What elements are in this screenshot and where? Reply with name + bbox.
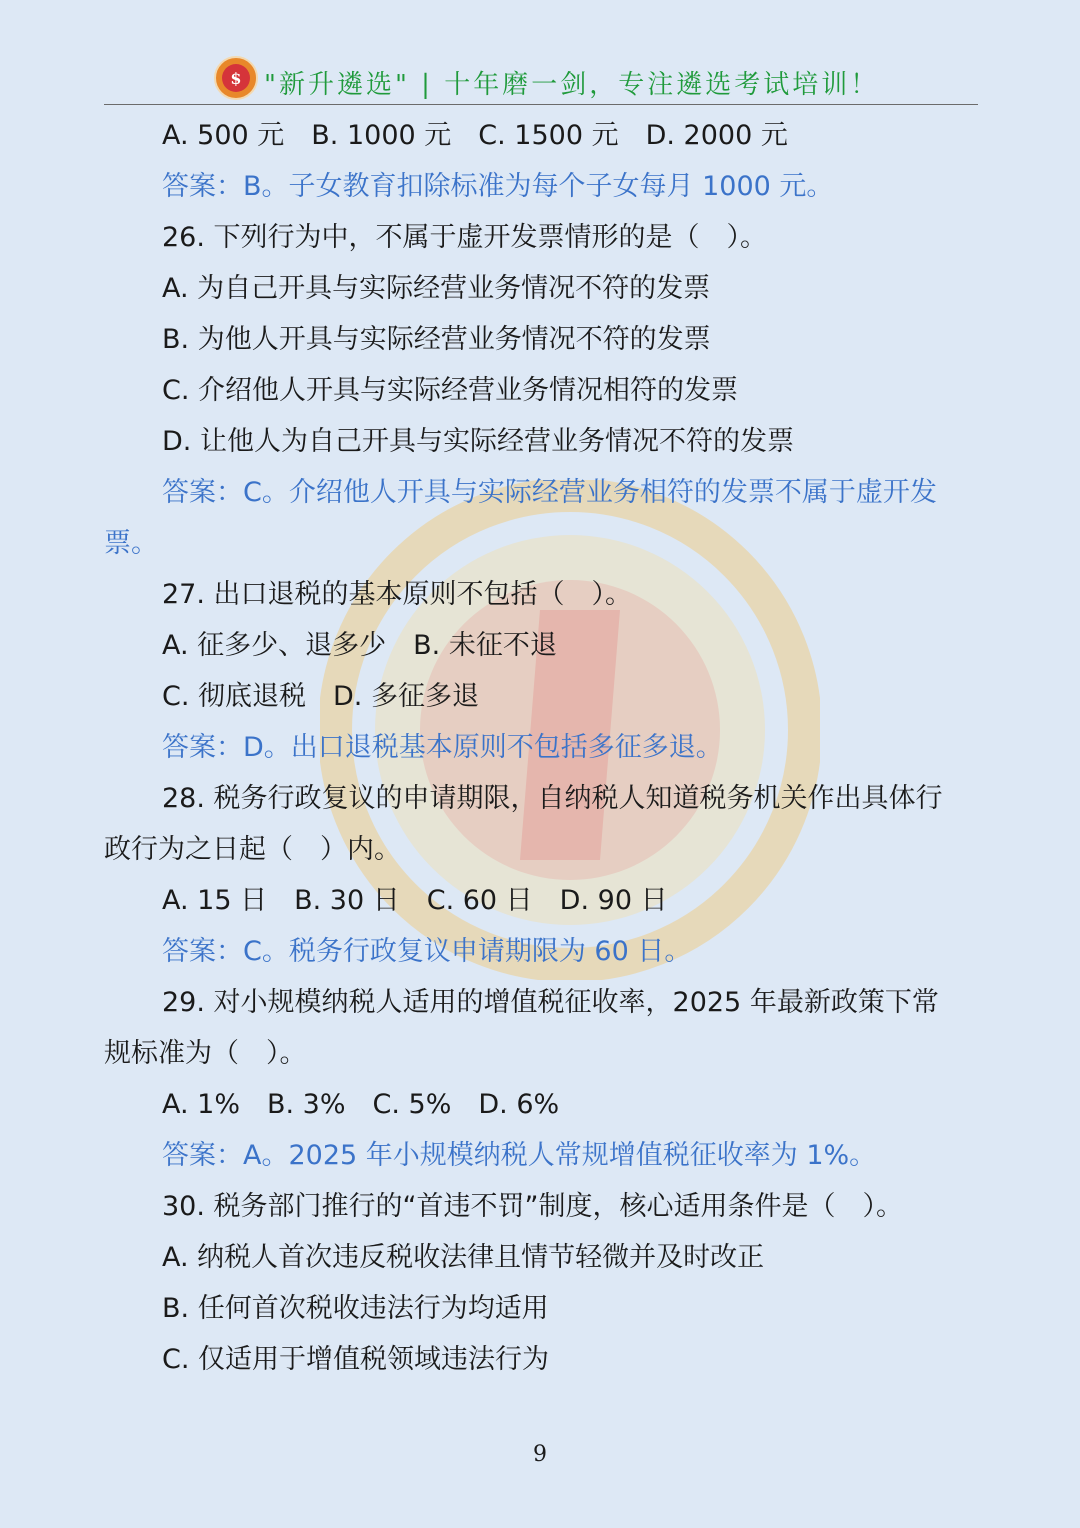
question-stem: 27. 出口退税的基本原则不包括（ ）。	[162, 579, 633, 610]
option-line: B. 为他人开具与实际经营业务情况不符的发票	[162, 324, 711, 355]
question-stem-continuation: 规标准为（ ）。	[104, 1038, 307, 1069]
question-stem: 29. 对小规模纳税人适用的增值税征收率，2025 年最新政策下常	[162, 987, 939, 1018]
answer-line: 答案：A。2025 年小规模纳税人常规增值税征收率为 1%。	[162, 1140, 877, 1171]
option-line: A. 为自己开具与实际经营业务情况不符的发票	[162, 273, 711, 304]
answer-line: 答案：D。出口退税基本原则不包括多征多退。	[162, 732, 723, 763]
answer-line-continuation: 票。	[104, 528, 158, 559]
brand-logo	[214, 56, 258, 100]
question-options: A. 500 元 B. 1000 元 C. 1500 元 D. 2000 元	[162, 120, 788, 151]
answer-line: 答案：C。介绍他人开具与实际经营业务相符的发票不属于虚开发	[162, 477, 937, 508]
page-header	[104, 54, 978, 105]
question-options: A. 1% B. 3% C. 5% D. 6%	[162, 1089, 560, 1120]
answer-line: 答案：C。税务行政复议申请期限为 60 日。	[162, 936, 692, 967]
document-body	[104, 110, 978, 1385]
option-line: C. 仅适用于增值税领域违法行为	[162, 1344, 550, 1375]
option-line: A. 征多少、退多少 B. 未征不退	[162, 630, 557, 661]
option-line: C. 彻底退税 D. 多征多退	[162, 681, 479, 712]
question-stem: 28. 税务行政复议的申请期限，自纳税人知道税务机关作出具体行	[162, 783, 943, 814]
question-stem: 30. 税务部门推行的“首违不罚”制度，核心适用条件是（ ）。	[162, 1191, 903, 1222]
question-stem-continuation: 政行为之日起（ ）内。	[104, 834, 401, 865]
option-line: D. 让他人为自己开具与实际经营业务情况不符的发票	[162, 426, 794, 457]
logo-emblem-icon: $	[222, 64, 250, 92]
option-line: B. 任何首次税收违法行为均适用	[162, 1293, 549, 1324]
question-options: A. 15 日 B. 30 日 C. 60 日 D. 90 日	[162, 885, 668, 916]
header-slogan: "新升遴选" | 十年磨一剑，专注遴选考试培训！	[264, 70, 880, 100]
option-line: A. 纳税人首次违反税收法律且情节轻微并及时改正	[162, 1242, 765, 1273]
question-stem: 26. 下列行为中，不属于虚开发票情形的是（ ）。	[162, 222, 768, 253]
page-number: 9	[533, 1442, 547, 1467]
answer-line: 答案：B。子女教育扣除标准为每个子女每月 1000 元。	[162, 171, 834, 202]
option-line: C. 介绍他人开具与实际经营业务情况相符的发票	[162, 375, 739, 406]
